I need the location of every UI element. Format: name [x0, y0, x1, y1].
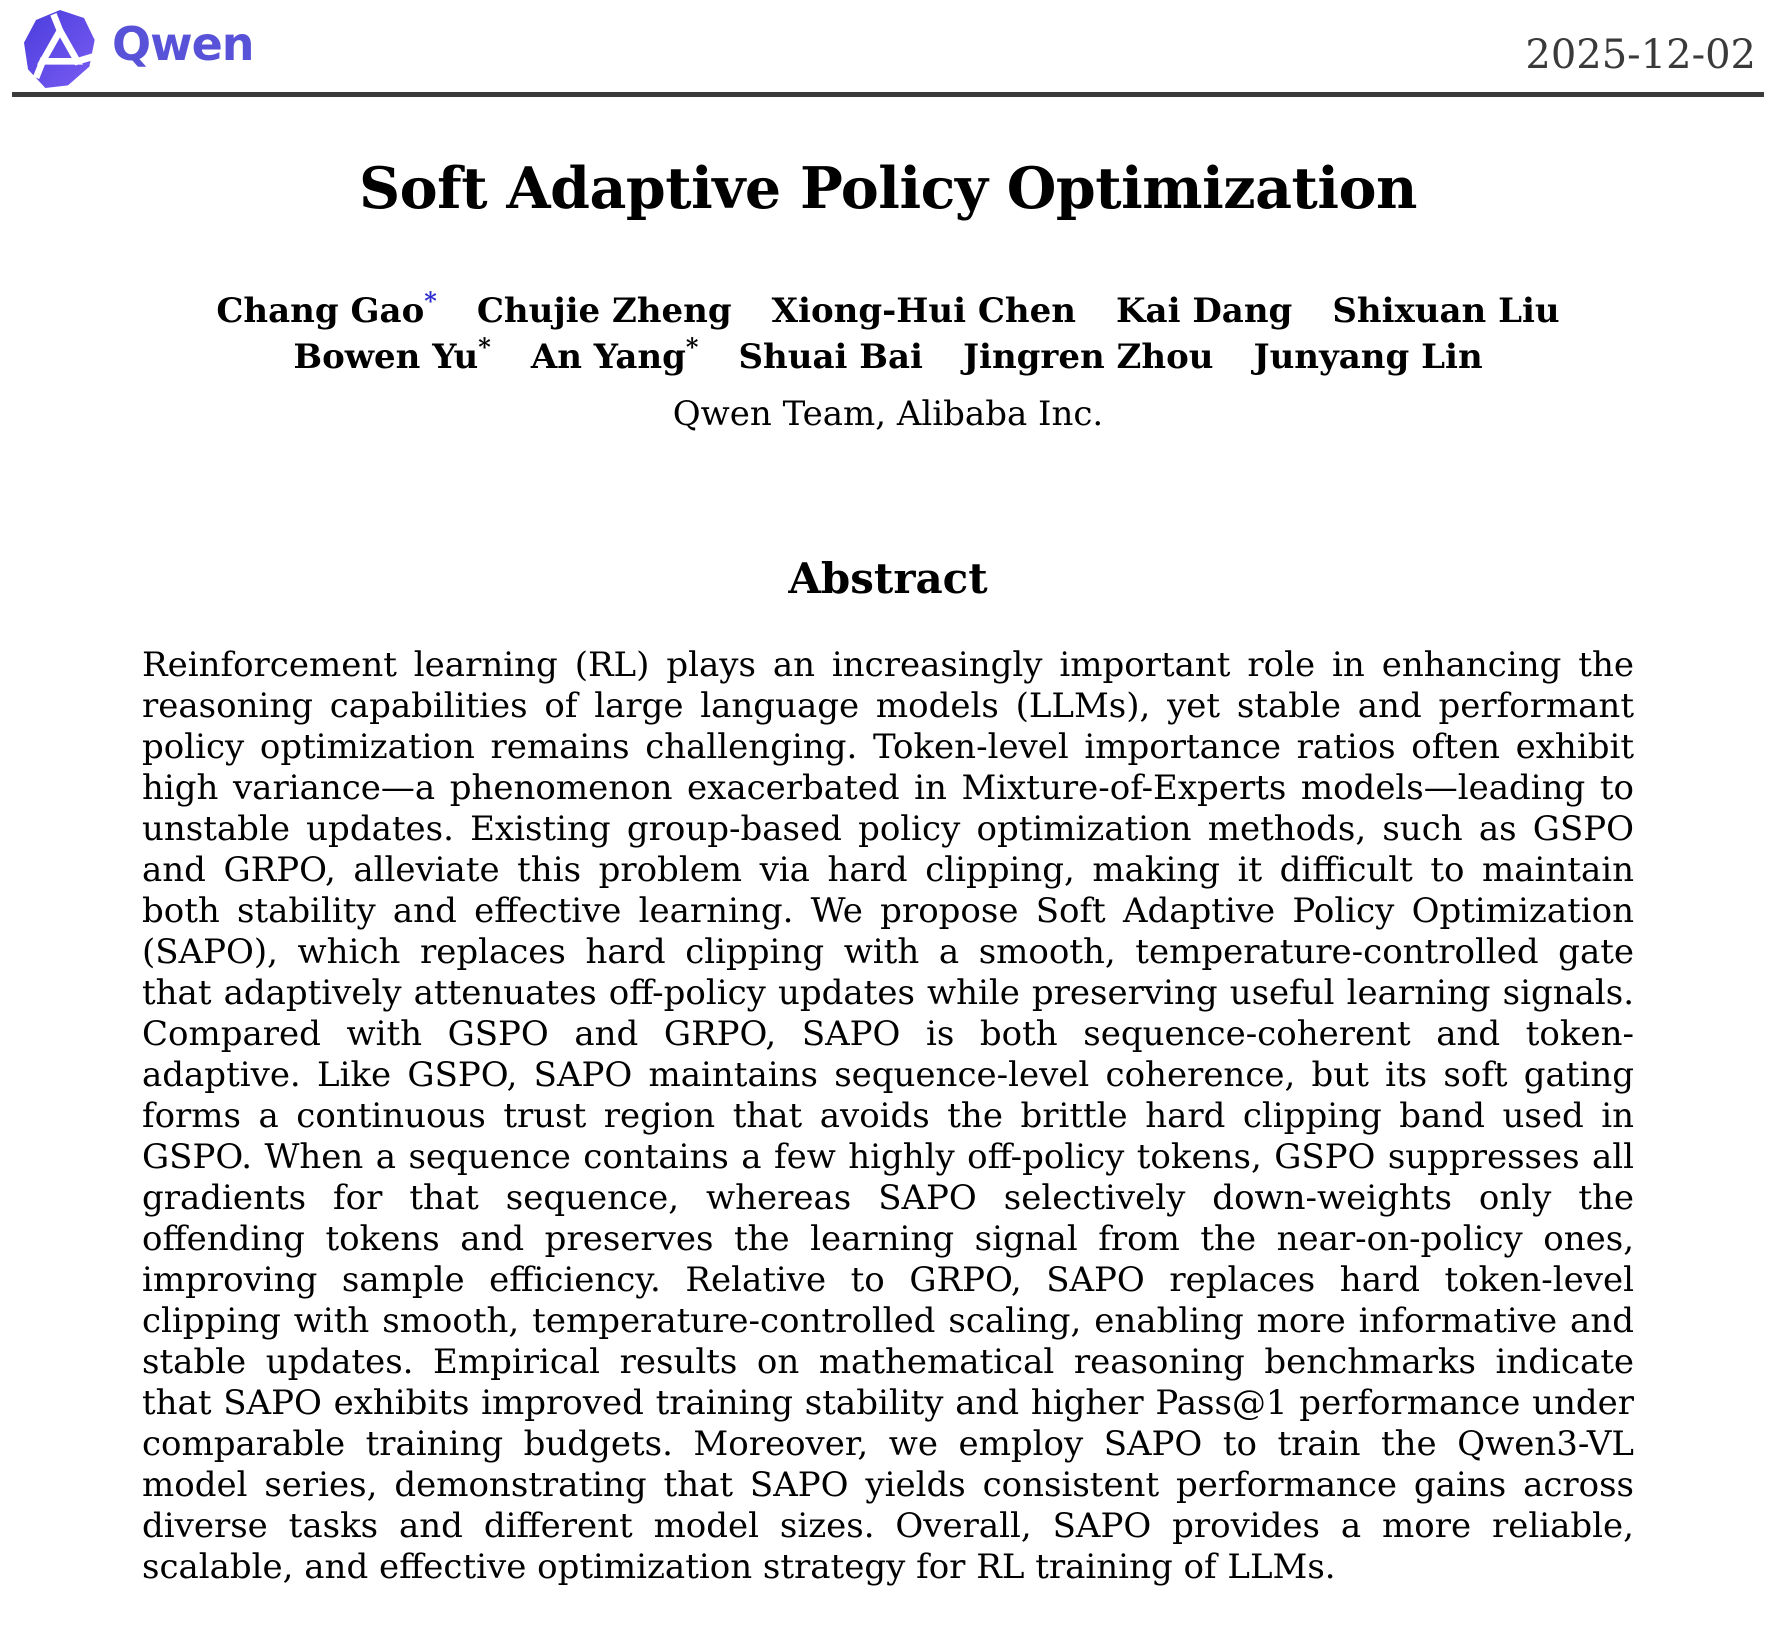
affiliation: Qwen Team, Alibaba Inc. — [672, 394, 1104, 434]
author-footnote-marker: * — [685, 332, 699, 362]
qwen-logo-icon — [20, 8, 100, 92]
qwen-wordmark: Qwen — [112, 17, 254, 71]
author-name: Shuai Bai — [738, 337, 923, 377]
author-name: Junyang Lin — [1253, 337, 1483, 377]
author-name: Kai Dang — [1115, 291, 1293, 331]
author-name: Chujie Zheng — [476, 291, 732, 331]
author-name: An Yang* — [530, 332, 699, 377]
page-header — [0, 0, 1776, 92]
author-footnote-marker: * — [478, 332, 491, 362]
author-footnote-marker: * — [424, 286, 437, 316]
qwen-logo — [20, 8, 254, 92]
author-name: Jingren Zhou — [962, 337, 1214, 377]
author-name: Xiong-Hui Chen — [771, 291, 1076, 331]
author-row — [0, 334, 1776, 380]
abstract-heading: Abstract — [788, 554, 988, 603]
author-name: Bowen Yu* — [293, 332, 491, 377]
author-list — [0, 288, 1776, 380]
author-row — [0, 288, 1776, 334]
abstract-text: Reinforcement learning (RL) plays an increasingly important role in enhancing the reasoning capabilities of large language models (LLMs), yet stable and performant policy optimization remains challenging. Token-level importance ratios often exhibit high variance—a phenomenon exacerbated in Mixture-of-Experts models—leading to unstable updates. Existing group-based policy optimization methods, such as GSPO and GRPO, alleviate this problem via hard clipping, making it difficult to maintain both stability and effective learning. We propose Soft Adaptive Policy Optimization (SAPO), which replaces hard clipping with a smooth, temperature-controlled gate that adaptively attenuates off-policy updates while preserving useful learning signals. Compared with GSPO and GRPO, SAPO is both sequence-coherent and token-adaptive. Like GSPO, SAPO maintains sequence-level coherence, but its soft gating forms a continuous trust region that avoids the brittle hard clipping band used in GSPO. When a sequence contains a few highly off-policy tokens, GSPO suppresses all gradients for that sequence, whereas SAPO selectively down-weights only the offending tokens and preserves the learning signal from the near-on-policy ones, improving sample efficiency. Relative to GRPO, SAPO replaces hard token-level clipping with smooth, temperature-controlled scaling, enabling more informative and stable updates. Empirical results on mathematical reasoning benchmarks indicate that SAPO exhibits improved training stability and higher Pass@1 performance under comparable training budgets. Moreover, we employ SAPO to train the Qwen3-VL model series, demonstrating that SAPO yields consistent performance gains across diverse tasks and different model sizes. Overall, SAPO provides a more reliable, scalable, and effective optimization strategy for RL training of LLMs. — [142, 645, 1634, 1587]
header-rule — [12, 92, 1764, 97]
author-name: Shixuan Liu — [1332, 291, 1560, 331]
paper-date: 2025-12-02 — [1525, 32, 1756, 78]
paper-title: Soft Adaptive Policy Optimization — [359, 155, 1417, 222]
author-name: Chang Gao* — [216, 286, 437, 331]
